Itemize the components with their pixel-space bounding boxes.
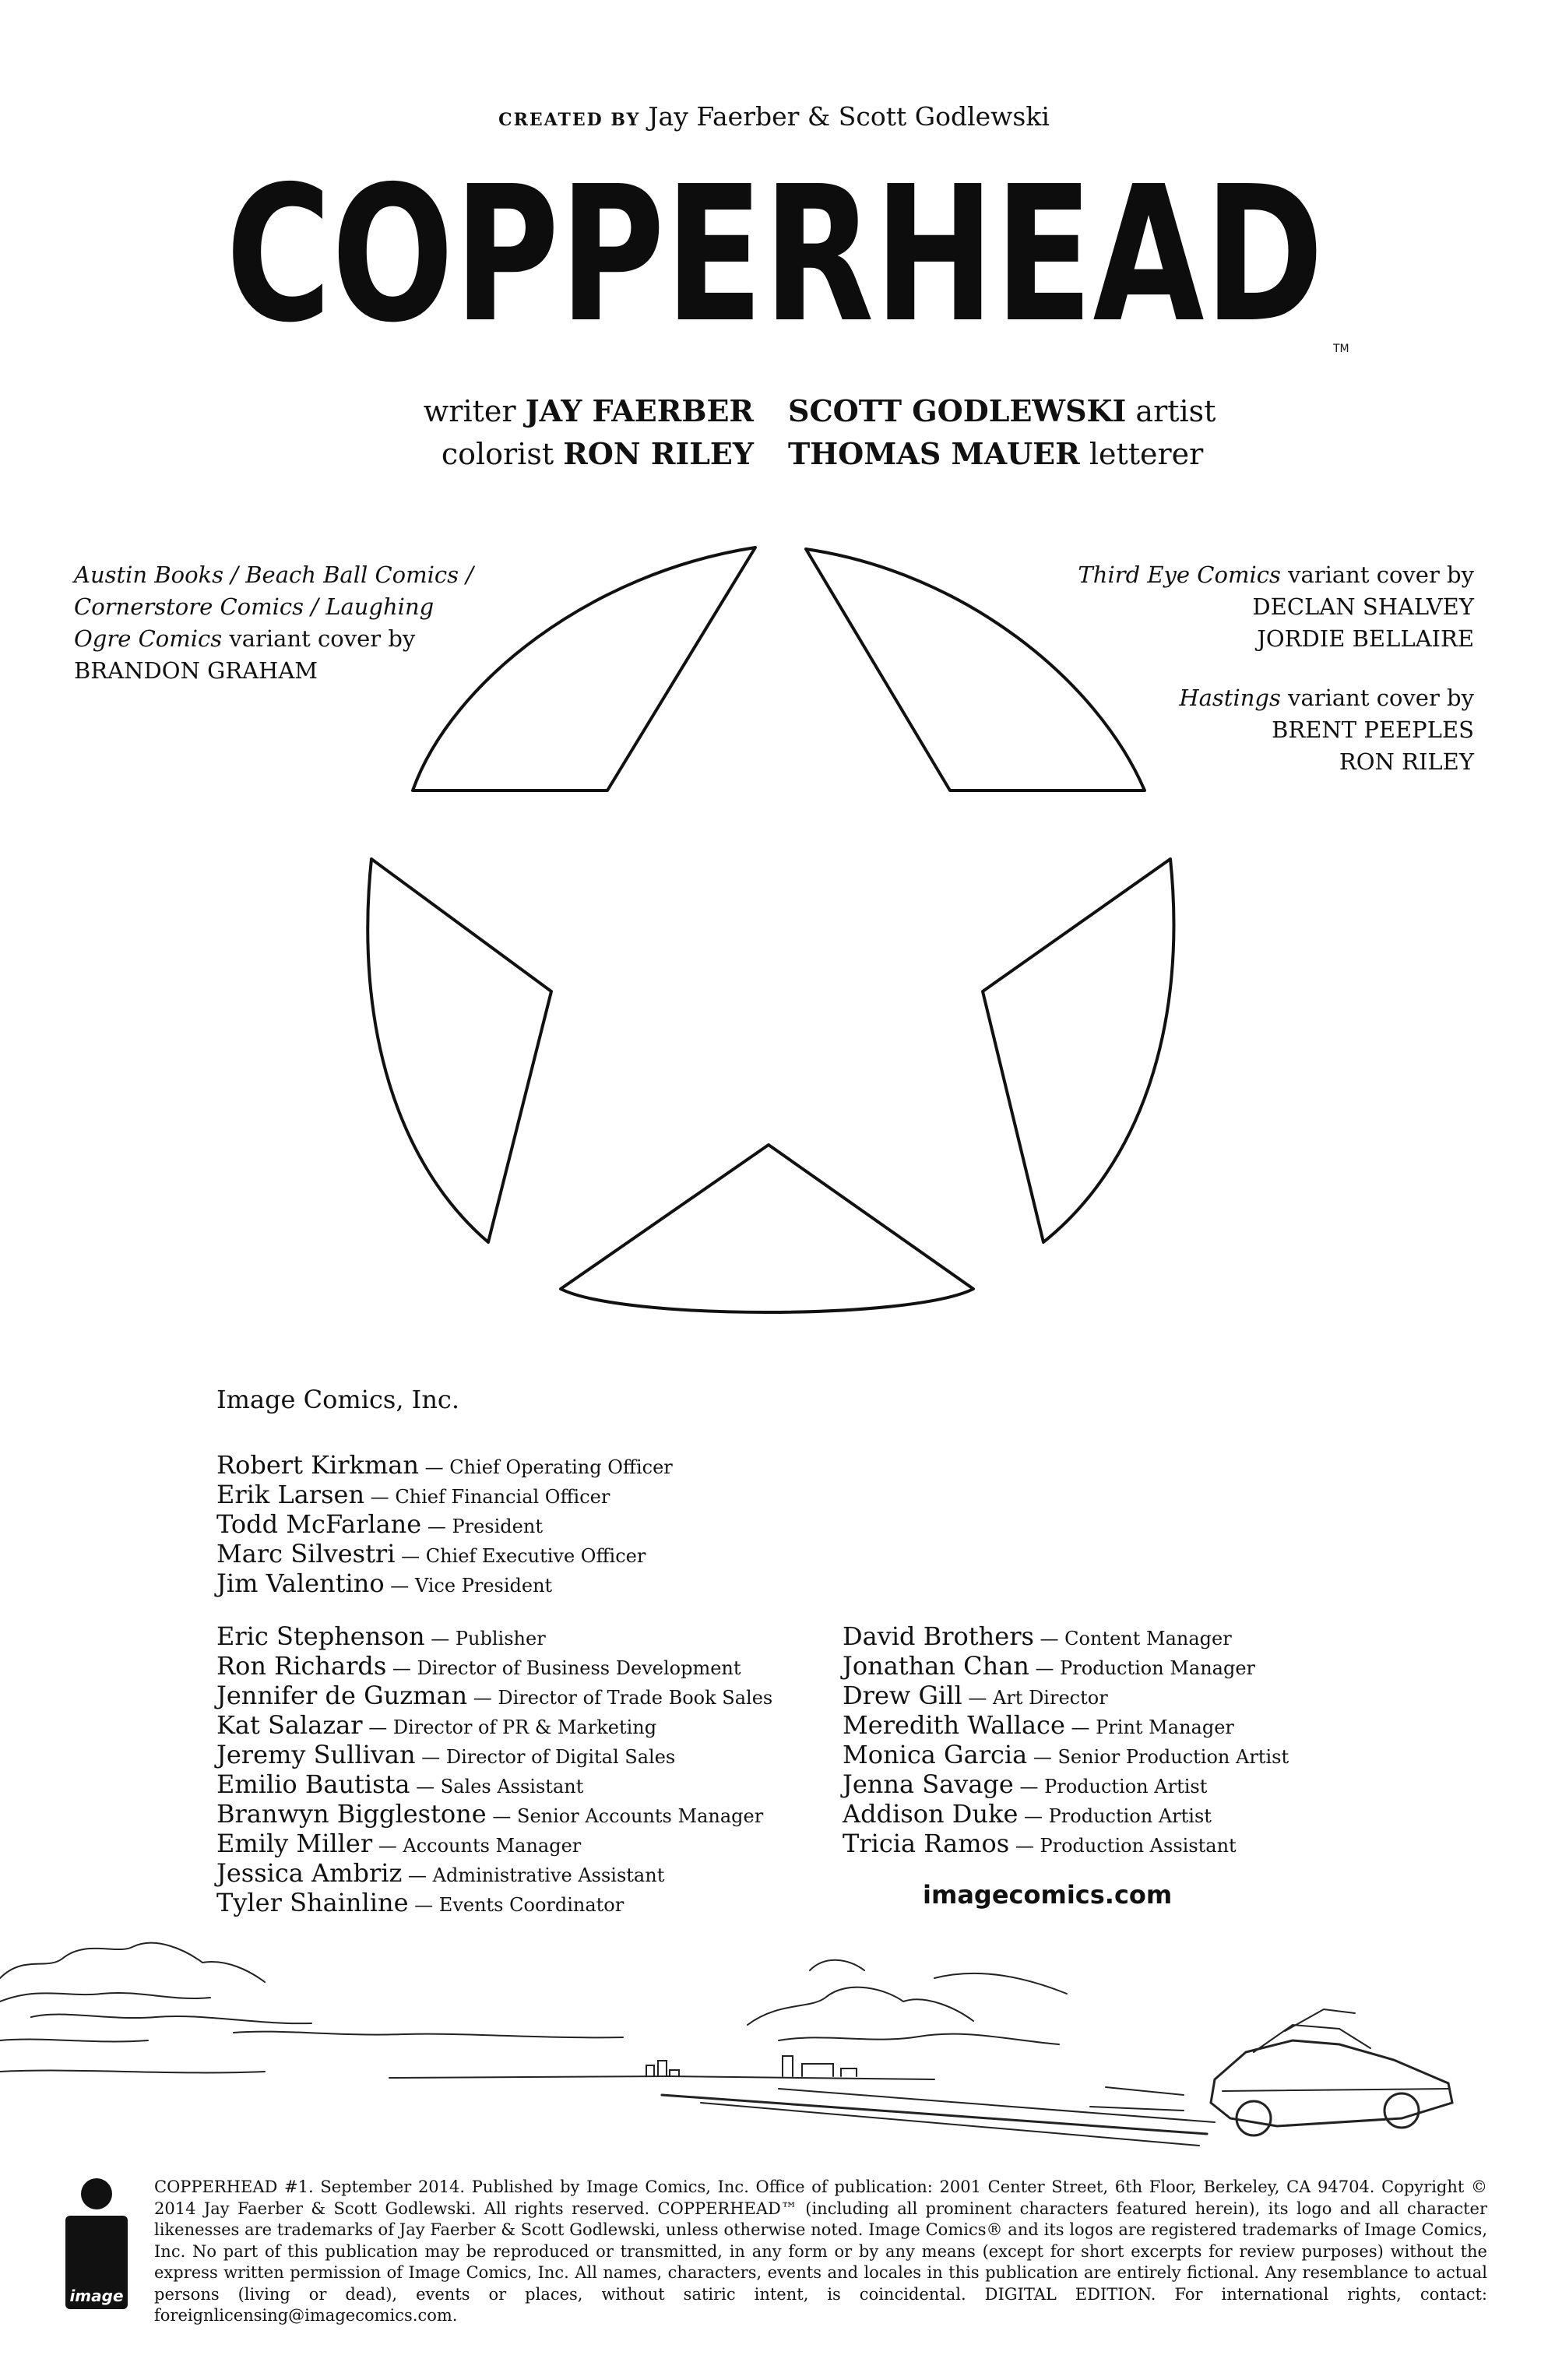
list-item: Jonathan Chan — Production Manager	[843, 1651, 1256, 1681]
list-item: Todd McFarlane — President	[216, 1509, 543, 1539]
variant-credit-third-eye: Third Eye Comics variant cover by DECLAN SHALVEY JORDIE BELLAIRE	[1078, 562, 1474, 652]
variant-credit-left: Austin Books / Beach Ball Comics / Cornerstore Comics / Laughing Ogre Comics variant cover by BRANDON GRAHAM	[74, 562, 474, 684]
colorist-credit: colorist RON RILEY	[441, 436, 754, 471]
trademark-mark: TM	[1333, 343, 1349, 355]
list-item: Erik Larsen — Chief Financial Officer	[216, 1480, 610, 1509]
star-segment-left	[368, 859, 551, 1242]
variant-credit-hastings: Hastings variant cover by BRENT PEEPLES RON RILEY	[1179, 685, 1474, 775]
list-item: Jennifer de Guzman — Director of Trade Book Sales	[216, 1681, 773, 1710]
list-item: Eric Stephenson — Publisher	[216, 1621, 546, 1651]
legal-notice: COPPERHEAD #1. September 2014. Published by Image Comics, Inc. Office of publication: 2001 Center Street, 6th Floor, Berkeley, CA 94704. Copyright © 2014 Jay Faerber & Scott Godlewski. All rights reserved. COPPERHEAD™ (including all prominent characters featured herein), its logo and all character likenesses are trademarks of Jay Faerber & Scott Godlewski, unless otherwise noted. Image Comics® and its logos are registered trademarks of Image Comics, Inc. No part of this publication may be reproduced or transmitted, in any form or by any means (except for short excerpts for review purposes) without the express written permission of Image Comics, Inc. All names, characters, events and locales in this publication are entirely fictional. Any resemblance to actual persons (living or dead), events or places, without satiric intent, is coincidental. DIGITAL EDITION. For international rights, contact: foreignlicensing@imagecomics.com.	[154, 2178, 1487, 2325]
list-item: Jim Valentino — Vice President	[216, 1568, 553, 1598]
creators: Jay Faerber & Scott Godlewski	[648, 101, 1050, 132]
list-item: Tricia Ramos — Production Assistant	[843, 1829, 1237, 1858]
created-by-label: CREATED BY	[498, 110, 641, 130]
list-item: Jeremy Sullivan — Director of Digital Sales	[216, 1740, 676, 1769]
list-item: Branwyn Bigglestone — Senior Accounts Manager	[216, 1799, 764, 1829]
list-item: Tyler Shainline — Events Coordinator	[216, 1888, 624, 1917]
list-item: David Brothers — Content Manager	[843, 1621, 1232, 1651]
list-item: Monica Garcia — Senior Production Artist	[843, 1740, 1289, 1769]
list-item: Meredith Wallace — Print Manager	[843, 1710, 1234, 1740]
created-by-line	[0, 101, 1548, 132]
artist-credit: SCOTT GODLEWSKI artist	[788, 393, 1216, 428]
list-item: Addison Duke — Production Artist	[843, 1799, 1212, 1829]
officers-list	[216, 1450, 673, 1598]
desert-car-illustration	[0, 1885, 1548, 2157]
list-item: Emilio Bautista — Sales Assistant	[216, 1769, 584, 1799]
list-item: Drew Gill — Art Director	[843, 1681, 1108, 1710]
list-item: Jessica Ambriz — Administrative Assistant	[216, 1858, 665, 1888]
logo-title: COPPERHEAD	[226, 167, 1324, 327]
website-link[interactable]: imagecomics.com	[923, 1880, 1173, 1910]
staff-list-right	[843, 1621, 1289, 1858]
list-item: Jenna Savage — Production Artist	[843, 1769, 1208, 1799]
star-segment-right	[983, 859, 1173, 1242]
list-item: Kat Salazar — Director of PR & Marketing	[216, 1710, 657, 1740]
svg-text:image: image	[69, 2287, 124, 2305]
writer-credit: writer JAY FAERBER	[423, 393, 754, 428]
list-item: Marc Silvestri — Chief Executive Officer	[216, 1539, 646, 1568]
list-item: Robert Kirkman — Chief Operating Officer	[216, 1450, 673, 1480]
star-emblem	[366, 541, 1176, 1320]
star-segment-bottom	[561, 1145, 973, 1312]
letterer-credit: THOMAS MAUER letterer	[788, 436, 1204, 471]
image-comics-logo	[62, 2177, 131, 2313]
company-name: Image Comics, Inc.	[216, 1385, 460, 1414]
list-item: Emily Miller — Accounts Manager	[216, 1829, 582, 1858]
list-item: Ron Richards — Director of Business Development	[216, 1651, 741, 1681]
staff-list-left	[216, 1621, 772, 1917]
copperhead-logo	[222, 167, 1328, 327]
